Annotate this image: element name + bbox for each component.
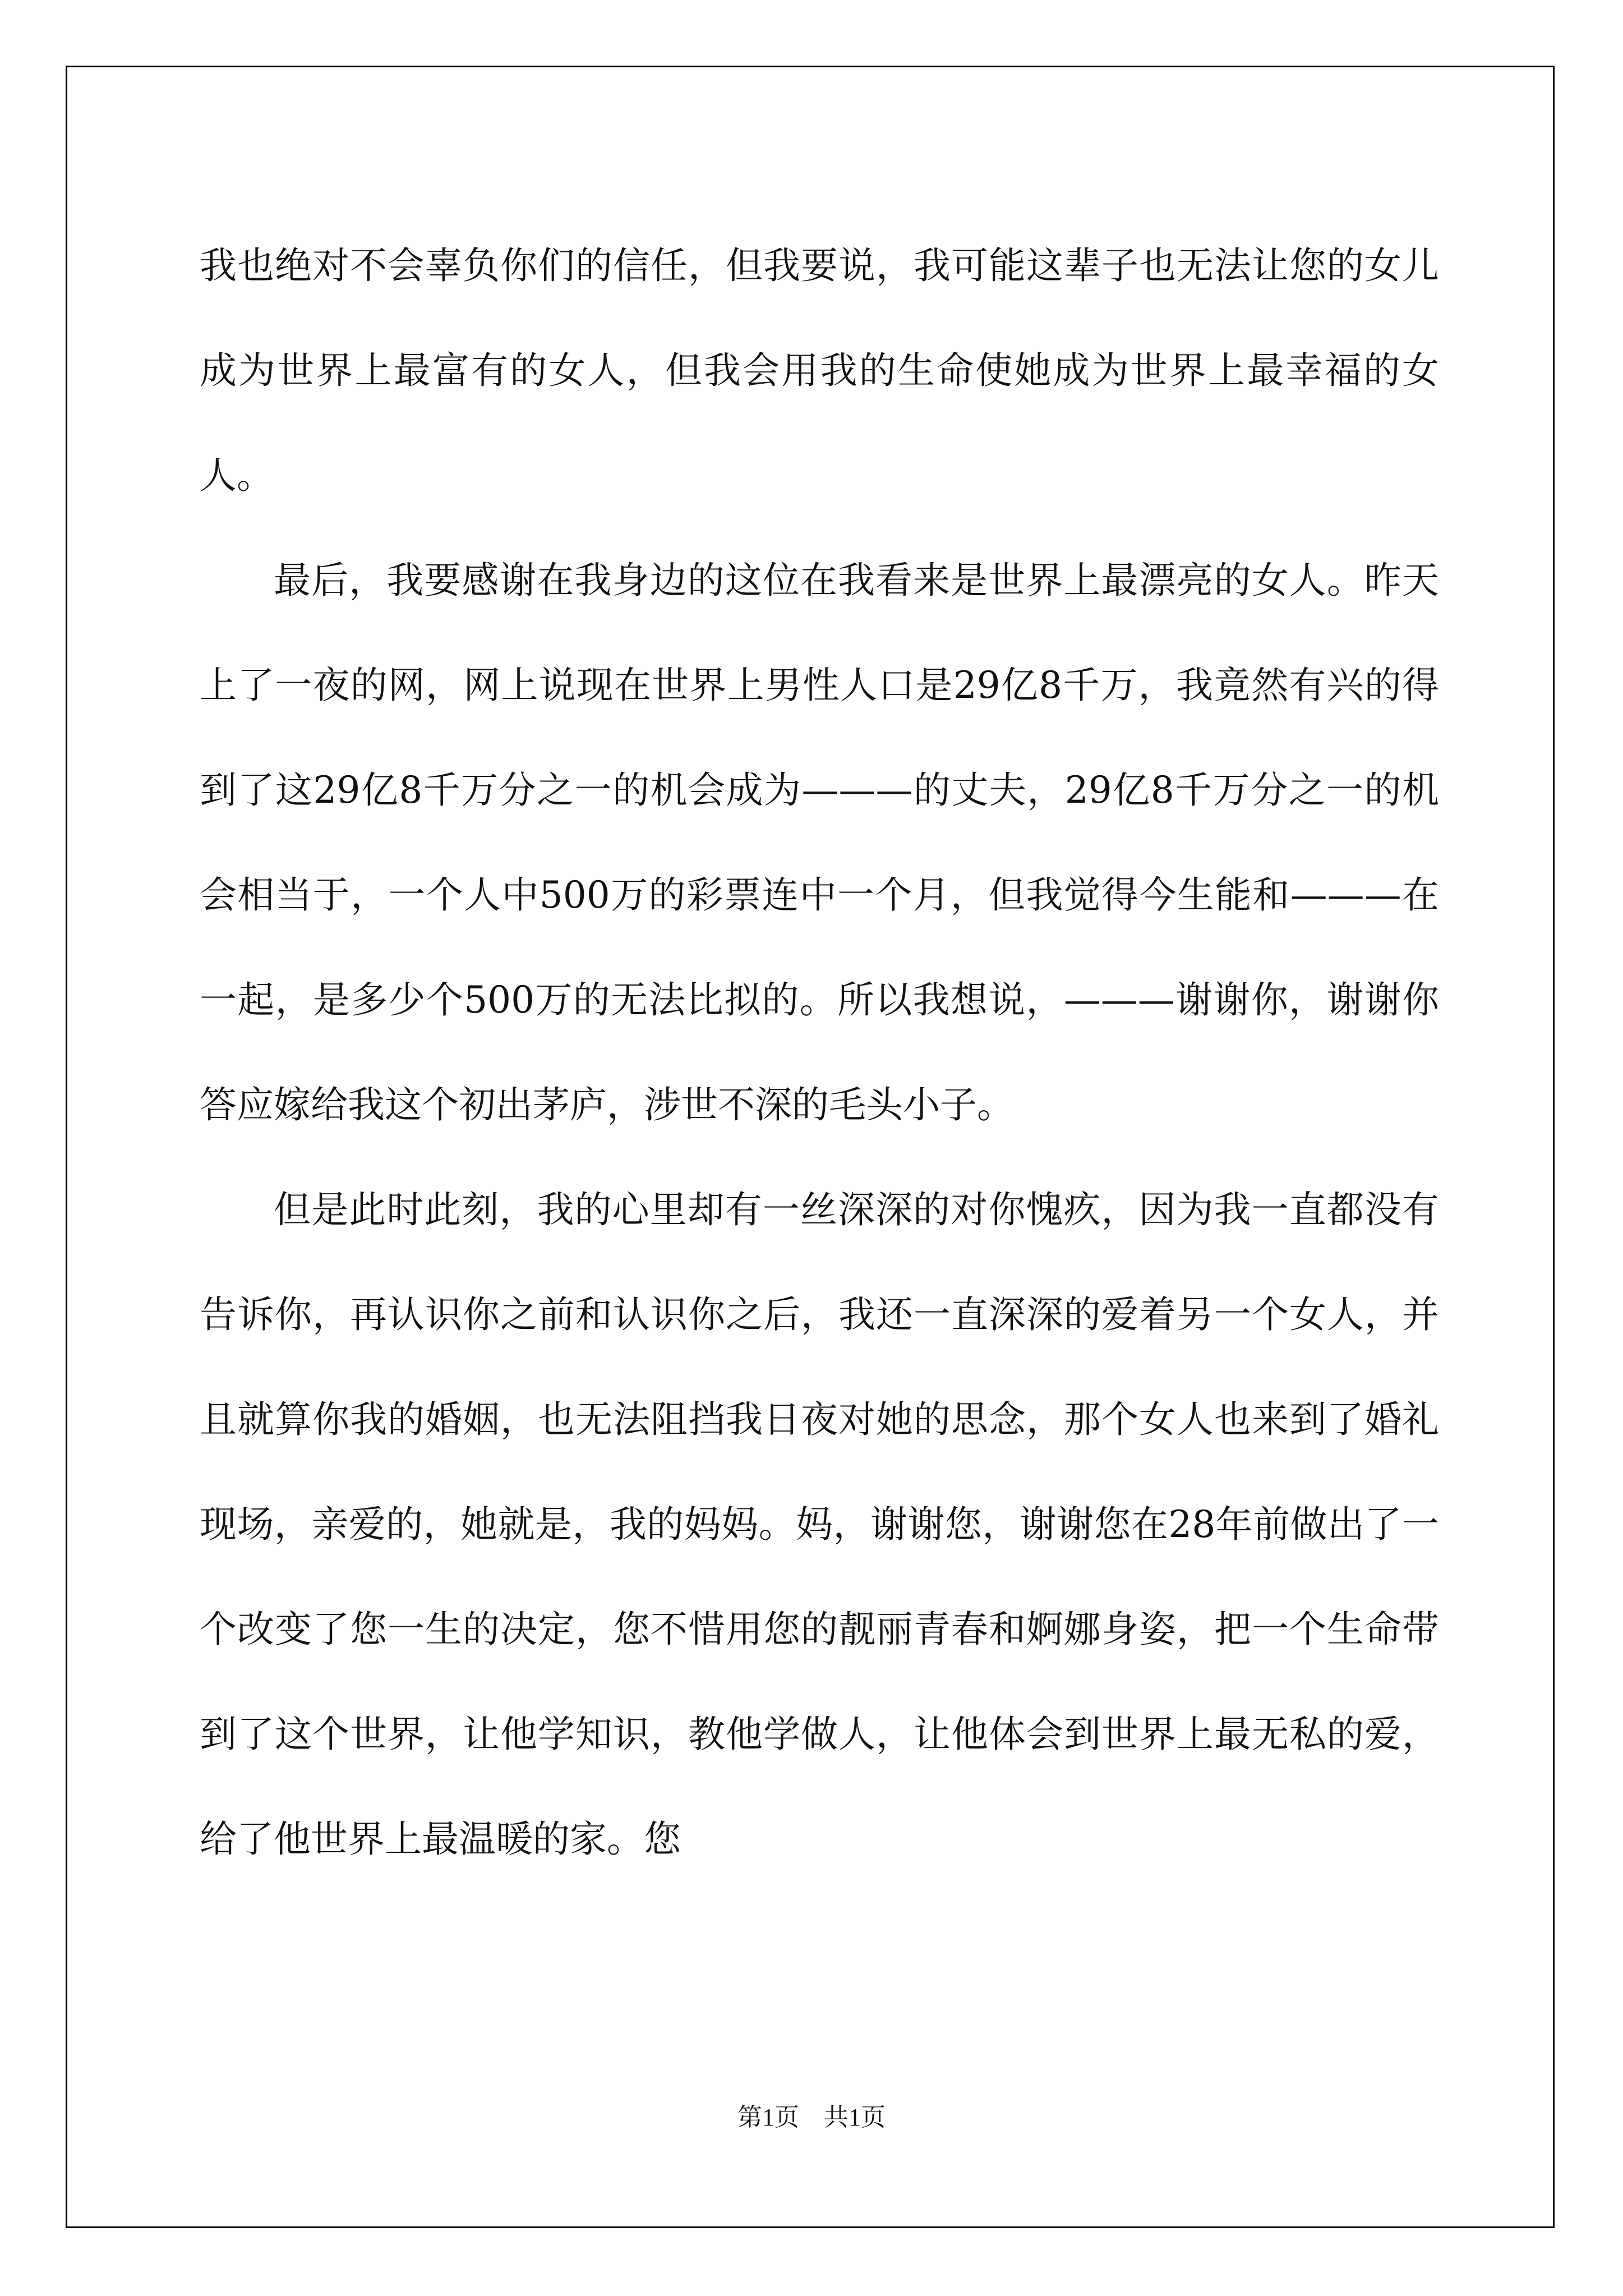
paragraph-2: 最后，我要感谢在我身边的这位在我看来是世界上最漂亮的女人。昨天上了一夜的网，网上说现在世界上男性人口是29亿8千万，我竟然有兴的得到了这29亿8千万分之一的机会成为———的丈夫，29亿8千万分之一的机会相当于，一个人中500万的彩票连中一个月，但我觉得今生能和———在一起，是多少个500万的无法比拟的。所以我想说，———谢谢你，谢谢你答应嫁给我这个初出茅庐，涉世不深的毛头小子。 (200, 559, 1439, 1126)
page-footer: 第1页 共1页 (737, 2104, 886, 2131)
paragraph-1: 我也绝对不会辜负你们的信任，但我要说，我可能这辈子也无法让您的女儿成为世界上最富有的女人，但我会用我的生命使她成为世界上最幸福的女人。 (200, 244, 1439, 497)
document-body (200, 213, 1439, 1892)
paragraph-3: 但是此时此刻，我的心里却有一丝深深的对你愧疚，因为我一直都没有告诉你，再认识你之前和认识你之后，我还一直深深的爱着另一个女人，并且就算你我的婚姻，也无法阻挡我日夜对她的思念，那个女人也来到了婚礼现场，亲爱的，她就是，我的妈妈。妈，谢谢您，谢谢您在28年前做出了一个改变了您一生的决定，您不惜用您的靓丽青春和婀娜身姿，把一个生命带到了这个世界，让他学知识，教他学做人，让他体会到世界上最无私的爱，给了他世界上最温暖的家。您 (200, 1188, 1439, 1861)
